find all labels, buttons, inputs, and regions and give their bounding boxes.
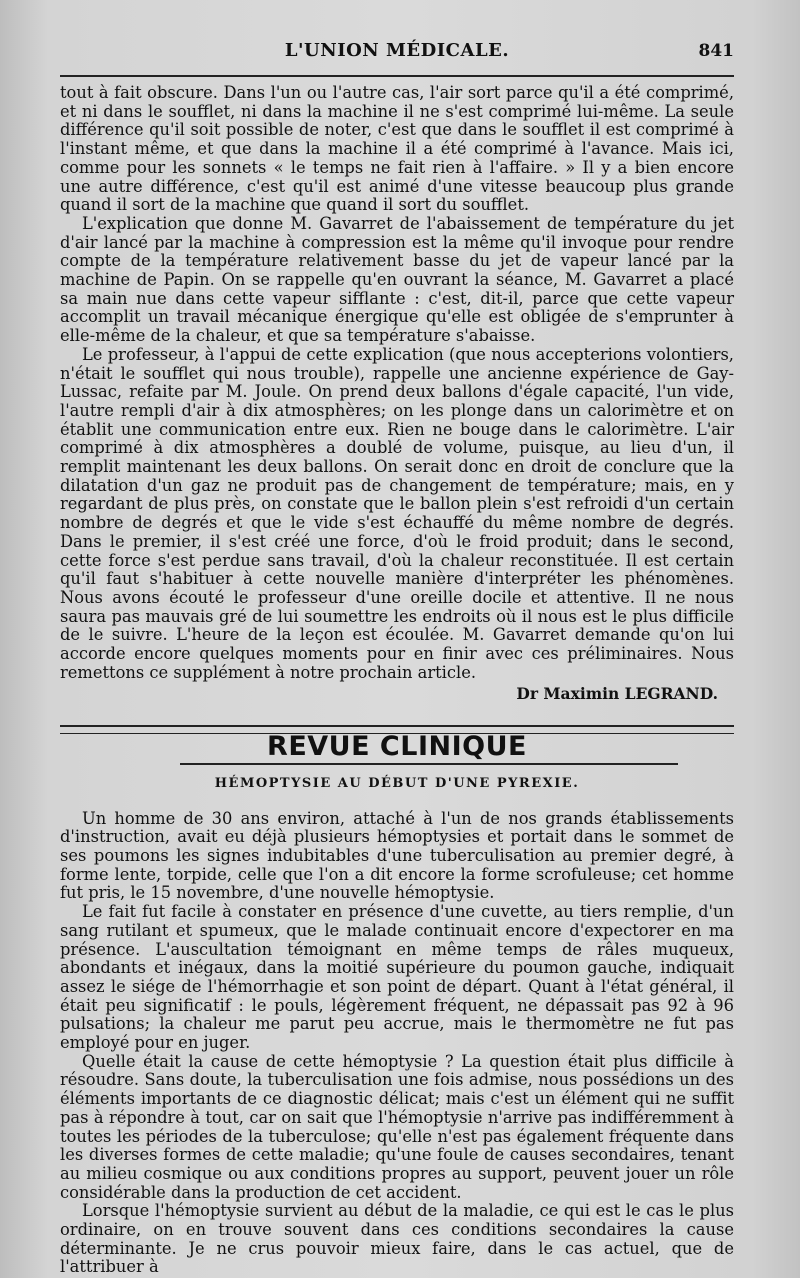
article-subtitle: HÉMOPTYSIE AU DÉBUT D'UNE PYREXIE. [214, 775, 580, 791]
running-title: L'UNION MÉDICALE. [284, 40, 510, 61]
paragraph: Lorsque l'hémoptysie survient au début de la maladie, ce qui est le cas le plus ordinaire, on en trouve souvent dans ces conditions secondaires la cause déterminante. Je ne crus pouvoir mieux faire, dans le cas actuel, que de l'attribuer à [60, 1201, 734, 1277]
section-title: REVUE CLINIQUE [267, 731, 527, 763]
paragraph: Le fait fut facile à constater en présence d'une cuvette, au tiers remplie, d'un sang rutilant et spumeux, que le malade continuait encore d'expectorer en ma présence. L'auscultation témoignant en même temps de râles muqueux, abondants et inégaux, dans la moitié supérieure du poumon gauche, indiquait assez le siége de l'hémorrhagie et son point de départ. Quant à l'état général, il était peu significatif : le pouls, légèrement fréquent, ne dépassait pas 92 à 96 pulsations; la chaleur me parut peu accrue, mais le thermomètre ne fut pas employé pour en juger. [60, 902, 734, 1053]
paragraph: tout à fait obscure. Dans l'un ou l'autre cas, l'air sort parce qu'il a été comprimé, et ni dans le soufflet, ni dans la machine il ne s'est comprimé lui-même. La seule différence qu'il soit possible de noter, c'est que dans le soufflet il est comprimé à l'instant même, et que dans la machine il a été comprimé à l'avance. Mais ici, comme pour les sonnets « le temps ne fait rien à l'affaire. » Il y a bien encore une autre différence, c'est qu'il est animé d'une vitesse beaucoup plus grande quand il sort de la machine que quand il sort du soufflet. [60, 83, 734, 215]
paragraph: Quelle était la cause de cette hémoptysie ? La question était plus difficile à résoudre. Sans doute, la tuberculisation une fois admise, nous possédions un des éléments importants de ce diagnostic délicat; mais c'est un élément qui ne suffit pas à répondre à tout, car on sait que l'hémoptysie n'arrive pas indifféremment à toutes les périodes de la tuberculose; qu'elle n'est pas également fréquente dans les diverses formes de cette maladie; qu'une foule de causes secondaires, tenant au milieu cosmique ou aux conditions propres au support, peuvent jouer un rôle considérable dans la production de cet accident. [60, 1051, 734, 1202]
paragraph: Le professeur, à l'appui de cette explication (que nous accepterions volontiers, n'était le soufflet qui nous trouble), rappelle une ancienne expérience de Gay-Lussac, refaite par M. Joule. On prend deux ballons d'égale capacité, l'un vide, l'autre rempli d'air à dix atmosphères; on les plonge dans un calorimètre et on établit une communication entre eux. Rien ne bouge dans le calorimètre. L'air comprimé à dix atmosphères a doublé de volume, puisque, au lieu d'un, il remplit maintenant les deux ballons. On serait donc en droit de conclure que la dilatation d'un gaz ne produit pas de changement de température; mais, en y regardant de plus près, on constate que le ballon plein s'est refroidi d'un certain nombre de degrés et que le vide s'est échauffé du même nombre de degrés. Dans le premier, il s'est créé une force, d'où le froid produit; dans le second, cette force s'est perdue sans travail, d'où la chaleur reconstituée. Il est certain qu'il faut s'habituer à cette nouvelle manière d'interpréter les phénomènes. Nous avons écouté le professeur d'une oreille docile et attentive. Il ne nous saura pas mauvais gré de lui soumettre les endroits où il nous est le plus difficile de le suivre. L'heure de la leçon est écoulée. M. Gavarret demande qu'on lui accorde encore quelques moments pour en finir avec ces préliminaires. Nous remettons ce supplément à notre prochain article. [60, 344, 734, 682]
page-content [60, 84, 734, 1277]
page-header [60, 36, 734, 72]
article-physics-lecture [60, 84, 734, 703]
author-signature: Dr Maximin LEGRAND. [516, 683, 718, 703]
paragraph: L'explication que donne M. Gavarret de l'abaissement de température du jet d'air lancé par la machine à compression est la même qu'il invoque pour rendre compte de la température relativement basse du jet de vapeur lancé par la machine de Papin. On se rappelle qu'en ouvrant la séance, M. Gavarret a placé sa main nue dans cette vapeur sifflante : c'est, dit-il, parce que cette vapeur accomplit un travail mécanique énergique qu'elle est obligée de s'emprunter à elle-même de la chaleur, et que sa température s'abaisse. [60, 213, 734, 346]
header-rule [60, 75, 734, 77]
page-number: 841 [698, 41, 734, 61]
article-clinical-review [60, 810, 734, 1278]
paragraph: Un homme de 30 ans environ, attaché à l'un de nos grands établissements d'instruction, avait eu déjà plusieurs hémoptysies et portait dans le sommet de ses poumons les signes indubitables d'une tuberculisation au premier degré, à forme lente, torpide, celle que l'on a dit encore la forme scrofuleuse; cet homme fut pris, le 15 novembre, d'une nouvelle hémoptysie. [60, 808, 734, 903]
section-title-rule [180, 763, 678, 765]
